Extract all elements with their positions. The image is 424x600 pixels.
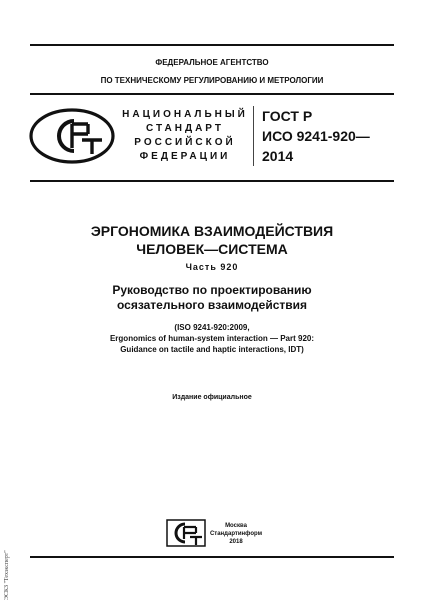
publisher-name: Стандартинформ <box>209 531 263 537</box>
iso-line-3: Guidance on tactile and haptic interactions, IDT) <box>120 345 304 354</box>
side-watermark <box>4 520 14 600</box>
title-line-1: ЭРГОНОМИКА ВЗАИМОДЕЙСТВИЯ <box>90 223 334 239</box>
official-edition: Издание официальное <box>172 394 252 401</box>
title-line-2: ЧЕЛОВЕК—СИСТЕМА <box>136 241 288 257</box>
publisher-info <box>206 522 266 546</box>
national-line-2: СТАНДАРТ <box>146 123 224 134</box>
header-rule <box>30 93 394 95</box>
standard-number-line-1: ГОСТ Р <box>262 108 313 124</box>
standard-number-line-2: ИСО 9241-920— <box>262 128 370 144</box>
agency-line-1: ФЕДЕРАЛЬНОЕ АГЕНТСТВО <box>155 58 269 67</box>
national-line-3: РОССИЙСКОЙ <box>134 137 236 148</box>
subtitle-line-2: осязательного взаимодействия <box>116 298 308 312</box>
standard-divider <box>253 106 254 166</box>
standartinform-logo-icon <box>166 519 206 547</box>
document-title <box>0 222 424 258</box>
iso-line-2: Ergonomics of human-system interaction — Part 920: <box>109 334 315 343</box>
publisher-city: Москва <box>225 523 247 529</box>
subtitle-line-1: Руководство по проектированию <box>112 283 312 297</box>
iso-reference <box>0 322 424 355</box>
bottom-rule <box>30 556 394 558</box>
document-subtitle <box>0 283 424 313</box>
iso-line-1: (ISO 9241-920:2009, <box>174 323 250 332</box>
gost-r-logo-icon <box>28 107 116 165</box>
part-number: Часть 920 <box>185 262 239 272</box>
standard-block-rule <box>30 180 394 182</box>
national-line-1: НАЦИОНАЛЬНЫЙ <box>122 109 248 120</box>
publication-year: 2018 <box>229 539 243 545</box>
national-line-4: ФЕДЕРАЦИИ <box>139 151 231 162</box>
standard-number <box>262 106 370 166</box>
national-standard-label <box>122 108 248 164</box>
agency-line-2: ПО ТЕХНИЧЕСКОМУ РЕГУЛИРОВАНИЮ И МЕТРОЛОГИИ <box>100 76 324 85</box>
top-rule <box>30 44 394 46</box>
side-note-text: ЭСКЗ "Техэксперт" <box>4 550 10 600</box>
standard-number-line-3: 2014 <box>262 148 294 164</box>
